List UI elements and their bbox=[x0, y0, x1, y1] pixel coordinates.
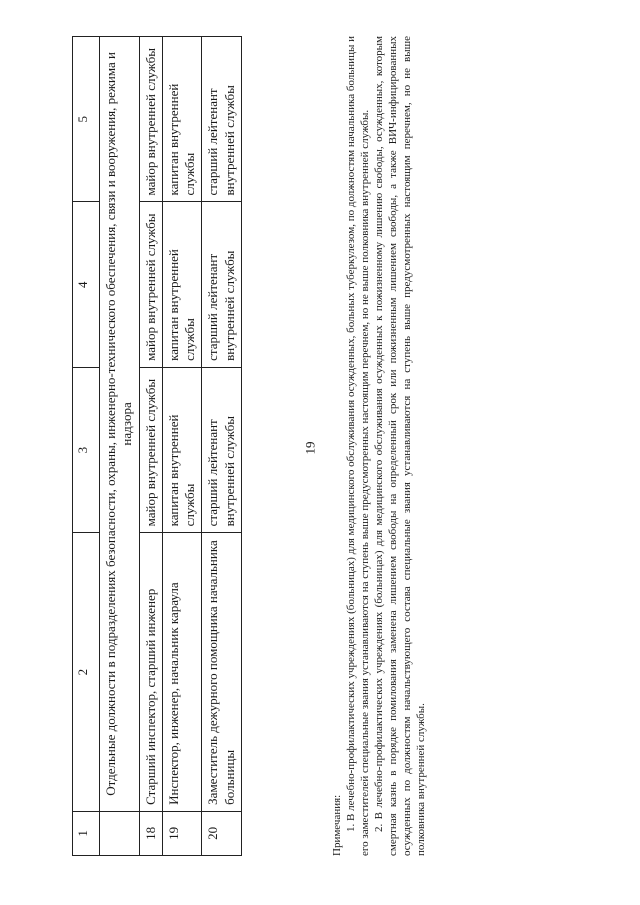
note-1: 1. В лечебно-профилактических учреждениях (больницах) для медицинского обслуживания осужденных, больных туберкулезом, по должностям начальника больницы и его заместителей специальные звания устанавливаются на ступень выше предусмотренных настоящим перечнем, но не выше полковника внутренней службы. bbox=[345, 36, 372, 856]
notes-block bbox=[330, 36, 429, 856]
section-row bbox=[100, 37, 140, 856]
position-cell: Заместитель дежурного помощника начальника больницы bbox=[202, 533, 242, 811]
position-cell: Инспектор, инженер, начальник караула bbox=[162, 533, 202, 811]
rank-cell: майор внутренней службы bbox=[139, 37, 162, 202]
table-row bbox=[162, 37, 202, 856]
rank-cell: капитан внутренней службы bbox=[162, 367, 202, 532]
ranks-table bbox=[72, 36, 242, 856]
note-2: 2. В лечебно-профилактических учреждениях (больницах) для медицинского обслуживания осужденных к пожизненному лишению свободы, осужденных, которым смертная казнь в порядке помилования заменена лишением свободы на определенный срок или пожизненным лишением свободы, а также ВИЧ-инфицированных осужденных по должностям начальствующего состава специальные звания устанавливаются на ступень выше предусмотренных настоящим перечнем, но не выше полковника внутренней службы. bbox=[373, 36, 428, 856]
rank-cell: старший лейтенант внутренней службы bbox=[202, 37, 242, 202]
notes-heading: Примечания: bbox=[331, 794, 343, 856]
empty-cell bbox=[100, 811, 140, 855]
rank-cell: старший лейтенант внутренней службы bbox=[202, 367, 242, 532]
rank-cell: капитан внутренней службы bbox=[162, 202, 202, 367]
header-cell: 5 bbox=[73, 37, 100, 202]
row-number: 18 bbox=[139, 811, 162, 855]
row-number: 19 bbox=[162, 811, 202, 855]
rank-cell: майор внутренней службы bbox=[139, 367, 162, 532]
section-title: Отдельные должности в подразделениях безопасности, охраны, инженерно-технического обеспечения, связи и вооружения, режима и надзора bbox=[100, 37, 140, 812]
header-cell: 4 bbox=[73, 202, 100, 367]
rank-cell: капитан внутренней службы bbox=[162, 37, 202, 202]
row-number: 20 bbox=[202, 811, 242, 855]
header-cell: 3 bbox=[73, 367, 100, 532]
page-number: 19 bbox=[302, 441, 318, 455]
table-header-row bbox=[73, 37, 100, 856]
rotated-page bbox=[72, 36, 640, 856]
rank-cell: майор внутренней службы bbox=[139, 202, 162, 367]
table-row bbox=[139, 37, 162, 856]
rotated-content bbox=[72, 36, 428, 856]
rank-cell: старший лейтенант внутренней службы bbox=[202, 202, 242, 367]
header-cell: 1 bbox=[73, 811, 100, 855]
position-cell: Старший инспектор, старший инженер bbox=[139, 533, 162, 811]
table-row bbox=[202, 37, 242, 856]
header-cell: 2 bbox=[73, 533, 100, 811]
